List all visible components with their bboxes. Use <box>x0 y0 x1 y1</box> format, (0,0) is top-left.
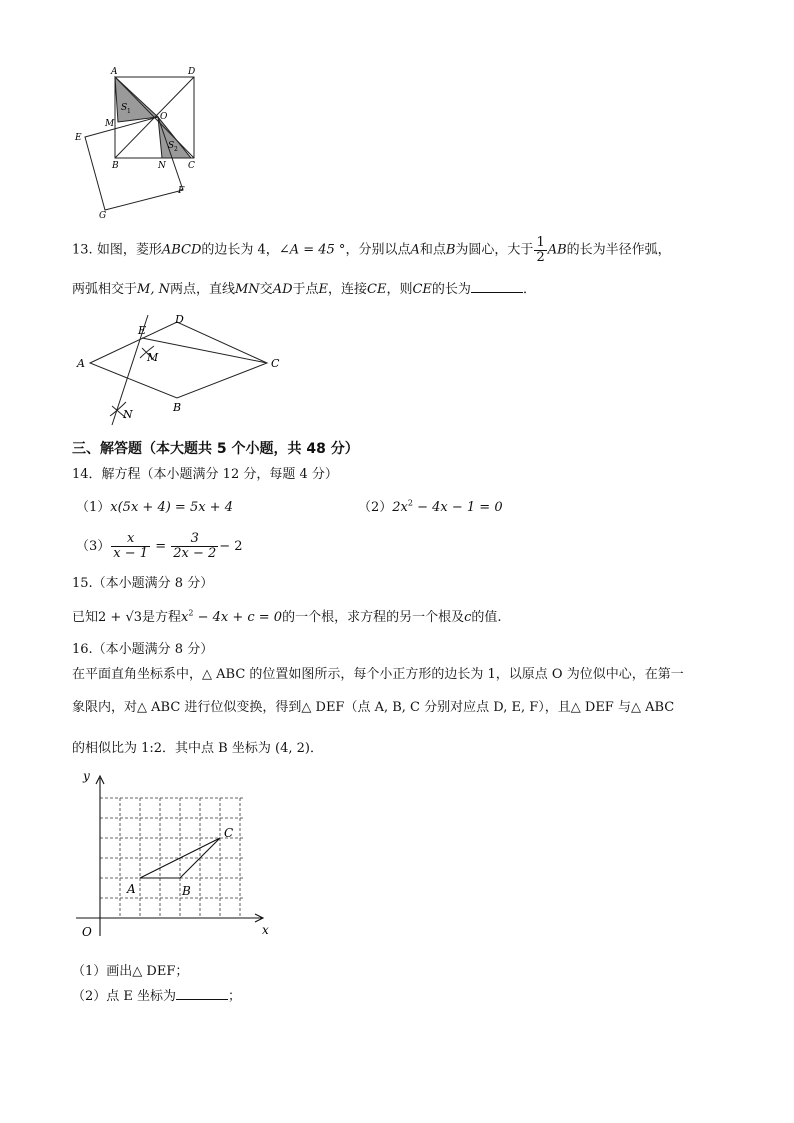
q15-body: 已知2 + √3是方程$x^2 - 4x + c = 0$的一个根，求方程的另一个根及c的值. <box>72 608 502 625</box>
q16-line3: 的相似比为 1:2．其中点 B 坐标为 (4, 2)． <box>72 741 323 756</box>
label-G: G <box>99 211 107 221</box>
label-A: A <box>111 67 118 77</box>
q13-line2: 两弧相交于M, N两点，直线MN交AD于点E，连接CE，则CE的长为 ． <box>72 282 536 297</box>
rhombus-figure <box>72 310 287 430</box>
q16-line1: 在平面直角坐标系中，△ ABC 的位置如图所示，每个小正方形的边长为 1，以原点 O 为位似中心，在第一 <box>72 667 684 682</box>
label-M: M <box>105 119 115 129</box>
axis-y-label: y <box>83 769 90 783</box>
q13-number: 13. <box>72 242 93 258</box>
q16-sub2: （2）点 E 坐标为 ； <box>72 989 242 1004</box>
q16-sub1: （1）画出△ DEF； <box>72 964 189 979</box>
label-E: E <box>138 324 147 337</box>
label-O: O <box>160 112 168 122</box>
label-A: A <box>77 357 85 370</box>
q14-title: 14．解方程（本小题满分 12 分，每题 4 分） <box>72 467 338 482</box>
label-S1: S <box>121 103 128 113</box>
q13-line1: 13. 如图，菱形ABCD的边长为 4，∠A = 45 °，分别以点A和点B为圆心，大于 $\frac{1}{2}$ AB的长为半径作弧， <box>72 235 671 265</box>
label-B: B <box>173 401 182 414</box>
label-E: E <box>75 133 82 143</box>
q13-answer-blank <box>471 280 523 293</box>
label-S2-sub: 2 <box>174 146 178 153</box>
square-figure <box>70 62 210 222</box>
coordinate-grid-figure <box>72 768 282 943</box>
origin-label: O <box>82 925 92 939</box>
label-M: M <box>147 351 159 364</box>
q14-part1: （1）x(5x + 4) = 5x + 4 <box>76 500 233 515</box>
q13-fraction: $\frac{1}{2}$ <box>536 235 545 265</box>
label-N: N <box>158 161 166 171</box>
point-A-label: A <box>127 882 136 896</box>
point-B-label: B <box>182 884 191 898</box>
label-D: D <box>188 67 196 77</box>
label-B: B <box>112 161 119 171</box>
q14-part2: $(2)2x^2 - 4x - 1 = 0$ <box>358 498 503 515</box>
q15-title: 15.（本小题满分 8 分） <box>72 576 214 591</box>
q16-line2: 象限内，对△ ABC 进行位似变换，得到△ DEF（点 A, B, C 分别对应点 D, E, F），且△ DEF 与△ ABC <box>72 700 675 715</box>
section-title: 三、解答题（本大题共 5 个小题，共 48 分） <box>72 441 359 457</box>
label-C: C <box>271 357 280 370</box>
q16-title: 16.（本小题满分 8 分） <box>72 642 214 657</box>
label-D: D <box>175 313 184 326</box>
axis-x-label: x <box>262 923 269 937</box>
label-F: F <box>178 186 185 196</box>
label-S1-sub: 1 <box>127 108 131 115</box>
label-C: C <box>188 161 195 171</box>
q14-part3: （3） $\frac{x}{x - 1}$ = $\frac{3}{2x - 2}$ − 2 <box>76 531 243 561</box>
label-N: N <box>123 408 133 421</box>
q16-answer-blank <box>176 987 228 1000</box>
label-S2: S <box>168 141 175 151</box>
point-C-label: C <box>224 826 234 840</box>
